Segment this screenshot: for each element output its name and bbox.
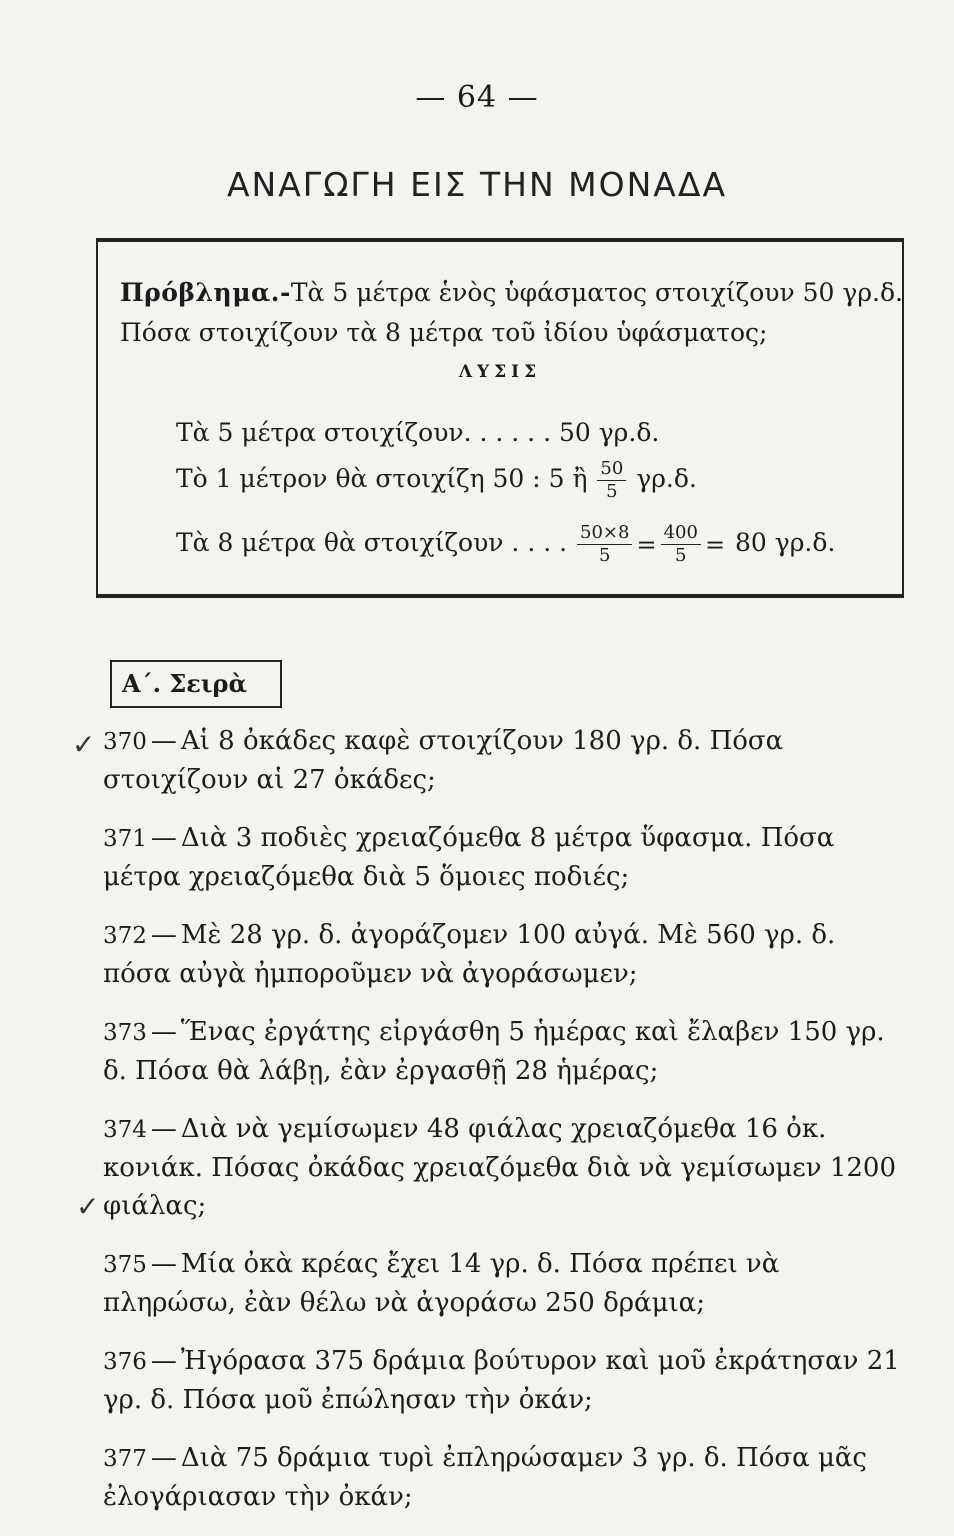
fraction-400-over-5 (661, 522, 701, 567)
solution-step-2-text: Τὸ 1 μέτρον θὰ στοιχίζη 50 : 5 ἢ (176, 464, 588, 493)
problem-label: Πρόβλημα.- (120, 278, 291, 307)
problem-statement-line-1 (120, 278, 903, 307)
chapter-title: ΑΝΑΓΩΓΗ ΕΙΣ ΤΗΝ ΜΟΝΑΔΑ (226, 165, 728, 204)
solution-heading: ΛΥΣΙΣ (458, 362, 542, 382)
dash: — (150, 726, 177, 756)
problem-statement-1: Τὰ 5 μέτρα ἑνὸς ὑφάσματος στοιχίζουν 50 γρ.δ. (290, 278, 903, 307)
exercise-number: 373 (103, 1020, 147, 1046)
exercise-number: 374 (103, 1117, 147, 1143)
dash: — (150, 823, 177, 853)
fraction-denominator: 5 (599, 545, 611, 566)
solution-step-1: Τὰ 5 μέτρα στοιχίζουν. . . . . . 50 γρ.δ. (176, 418, 660, 447)
dash: — (150, 1017, 177, 1047)
exercise-number: 370 (103, 729, 147, 755)
exercise-number: 372 (103, 923, 147, 949)
exercise-item (103, 1342, 911, 1419)
exercise-item (103, 1439, 911, 1516)
exercise-item (103, 819, 911, 896)
exercise-number: 375 (103, 1252, 147, 1278)
exercise-item (103, 722, 911, 799)
exercise-item (103, 1245, 911, 1322)
dash: — (150, 1114, 177, 1144)
exercise-item (103, 1013, 911, 1090)
solution-step-3-text: Τὰ 8 μέτρα θὰ στοιχίζουν . . . . (176, 528, 568, 557)
exercise-text: Ἕνας ἐργάτης εἰργάσθη 5 ἡμέρας καὶ ἔλαβεν 150 γρ. δ. Πόσα θὰ λάβῃ, ἐὰν ἐργασθῇ 28 ἡμέρας; (103, 1017, 885, 1086)
margin-check-mark: ✓ (72, 728, 96, 761)
exercise-text: Μία ὀκὰ κρέας ἔχει 14 γρ. δ. Πόσα πρέπει νὰ πληρώσω, ἐὰν θέλω νὰ ἀγοράσω 250 δράμια; (103, 1249, 780, 1318)
solution-result: 80 γρ.δ. (735, 528, 836, 557)
fraction-product (577, 522, 632, 567)
exercise-text: Αἱ 8 ὀκάδες καφὲ στοιχίζουν 180 γρ. δ. Πόσα στοιχίζουν αἱ 27 ὀκάδες; (103, 726, 784, 795)
solution-step-3 (176, 522, 835, 567)
equals-sign: = (636, 530, 657, 559)
page-number: — 64 — (415, 80, 539, 115)
exercise-text: Ἠγόρασα 375 δράμια βούτυρον καὶ μοῦ ἐκράτησαν 21 γρ. δ. Πόσα μοῦ ἐπώλησαν τὴν ὀκάν; (103, 1346, 900, 1415)
fraction-numerator: 400 (661, 522, 701, 545)
fraction-denominator: 5 (675, 545, 687, 566)
series-label-box: Α΄. Σειρὰ (110, 660, 282, 708)
fraction-numerator: 50×8 (577, 522, 632, 545)
dash: — (150, 1443, 177, 1473)
exercise-text: Διὰ νὰ γεμίσωμεν 48 φιάλας χρειαζόμεθα 16 ὀκ. κονιάκ. Πόσας ὀκάδας χρειαζόμεθα διὰ νὰ γεμίσωμεν 1200 φιάλας; (103, 1114, 896, 1221)
equals-sign: = (704, 530, 726, 559)
exercise-text: Μὲ 28 γρ. δ. ἀγοράζομεν 100 αὐγά. Μὲ 560 γρ. δ. πόσα αὐγὰ ἠμποροῦμεν νὰ ἀγοράσωμεν; (103, 920, 836, 989)
dash: — (150, 1249, 177, 1279)
solution-step-2-unit: γρ.δ. (636, 464, 697, 493)
solution-step-2 (176, 458, 697, 503)
example-problem-box (96, 238, 904, 598)
fraction-numerator: 50 (597, 458, 626, 481)
exercise-item (103, 916, 911, 993)
exercise-number: 377 (103, 1446, 147, 1472)
problem-statement-2: Πόσα στοιχίζουν τὰ 8 μέτρα τοῦ ἰδίου ὑφάσματος; (120, 318, 768, 347)
exercise-text: Διὰ 75 δράμια τυρὶ ἐπληρώσαμεν 3 γρ. δ. Πόσα μᾶς ἐλογάριασαν τὴν ὀκάν; (103, 1443, 867, 1512)
exercise-item (103, 1110, 911, 1225)
exercise-number: 371 (103, 826, 147, 852)
exercise-number: 376 (103, 1349, 147, 1375)
margin-check-mark: ✓ (76, 1190, 100, 1223)
fraction-50-over-5 (597, 458, 626, 503)
fraction-denominator: 5 (606, 481, 618, 502)
exercise-text: Διὰ 3 ποδιὲς χρειαζόμεθα 8 μέτρα ὕφασμα. Πόσα μέτρα χρειαζόμεθα διὰ 5 ὅμοιες ποδιές; (103, 823, 835, 892)
dash: — (150, 920, 177, 950)
dash: — (150, 1346, 177, 1376)
exercise-list (103, 722, 911, 1536)
